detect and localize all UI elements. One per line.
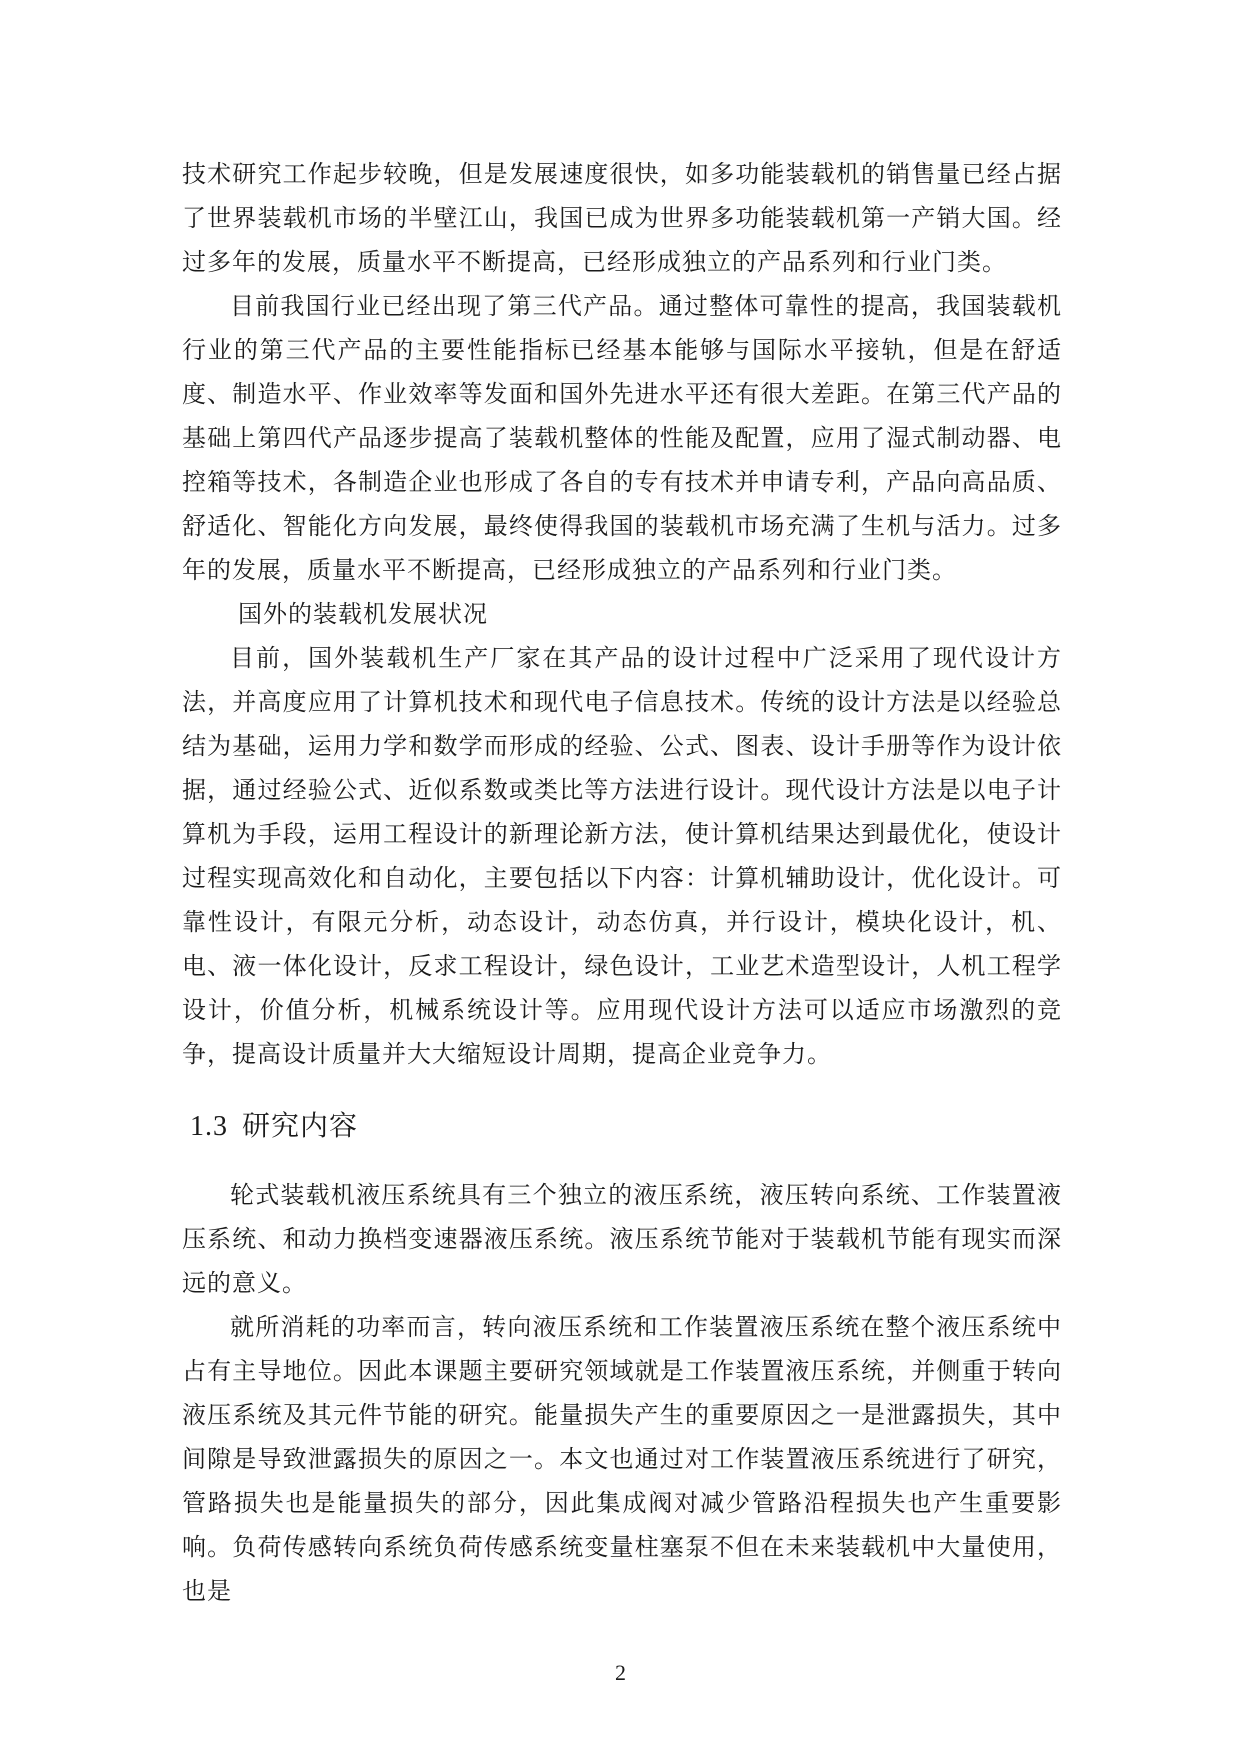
body-text	[182, 152, 1062, 1613]
paragraph-1: 技术研究工作起步较晚，但是发展速度很快，如多功能装载机的销售量已经占据了世界装载机市场的半壁江山，我国已成为世界多功能装载机第一产销大国。经过多年的发展，质量水平不断提高，已经形成独立的产品系列和行业门类。	[182, 160, 1062, 276]
paragraph-4: 轮式装载机液压系统具有三个独立的液压系统，液压转向系统、工作装置液压系统、和动力换档变速器液压系统。液压系统节能对于装载机节能有现实而深远的意义。	[182, 1181, 1062, 1297]
section-heading	[190, 1106, 1062, 1147]
page-number: 2	[615, 1660, 626, 1685]
paragraph-5: 就所消耗的功率而言，转向液压系统和工作装置液压系统在整个液压系统中占有主导地位。因此本课题主要研究领域就是工作装置液压系统，并侧重于转向液压系统及其元件节能的研究。能量损失产生的重要原因之一是泄露损失，其中间隙是导致泄露损失的原因之一。本文也通过对工作装置液压系统进行了研究，管路损失也是能量损失的部分，因此集成阀对减少管路沿程损失也产生重要影响。负荷传感转向系统负荷传感系统变量柱塞泵不但在未来装载机中大量使用，也是	[182, 1313, 1062, 1605]
section-title: 研究内容	[242, 1109, 359, 1142]
paragraph-3: 目前，国外装载机生产厂家在其产品的设计过程中广泛采用了现代设计方法，并高度应用了计算机技术和现代电子信息技术。传统的设计方法是以经验总结为基础，运用力学和数学而形成的经验、公式、图表、设计手册等作为设计依据，通过经验公式、近似系数或类比等方法进行设计。现代设计方法是以电子计算机为手段，运用工程设计的新理论新方法，使计算机结果达到最优化，使设计过程实现高效化和自动化，主要包括以下内容：计算机辅助设计，优化设计。可靠性设计，有限元分析，动态设计，动态仿真，并行设计，模块化设计，机、电、液一体化设计，反求工程设计，绿色设计，工业艺术造型设计，人机工程学设计，价值分析，机械系统设计等。应用现代设计方法可以适应市场激烈的竞争，提高设计质量并大大缩短设计周期，提高企业竞争力。	[182, 644, 1062, 1068]
paragraph-2: 目前我国行业已经出现了第三代产品。通过整体可靠性的提高，我国装载机行业的第三代产品的主要性能指标已经基本能够与国际水平接轨，但是在舒适度、制造水平、作业效率等发面和国外先进水平还有很大差距。在第三代产品的基础上第四代产品逐步提高了装载机整体的性能及配置，应用了湿式制动器、电控箱等技术，各制造企业也形成了各自的专有技术并申请专利，产品向高品质、舒适化、智能化方向发展，最终使得我国的装载机市场充满了生机与活力。过多年的发展，质量水平不断提高，已经形成独立的产品系列和行业门类。	[182, 292, 1062, 584]
section-number: 1.3	[190, 1111, 228, 1142]
subheading-foreign-development: 国外的装载机发展状况	[238, 600, 488, 628]
